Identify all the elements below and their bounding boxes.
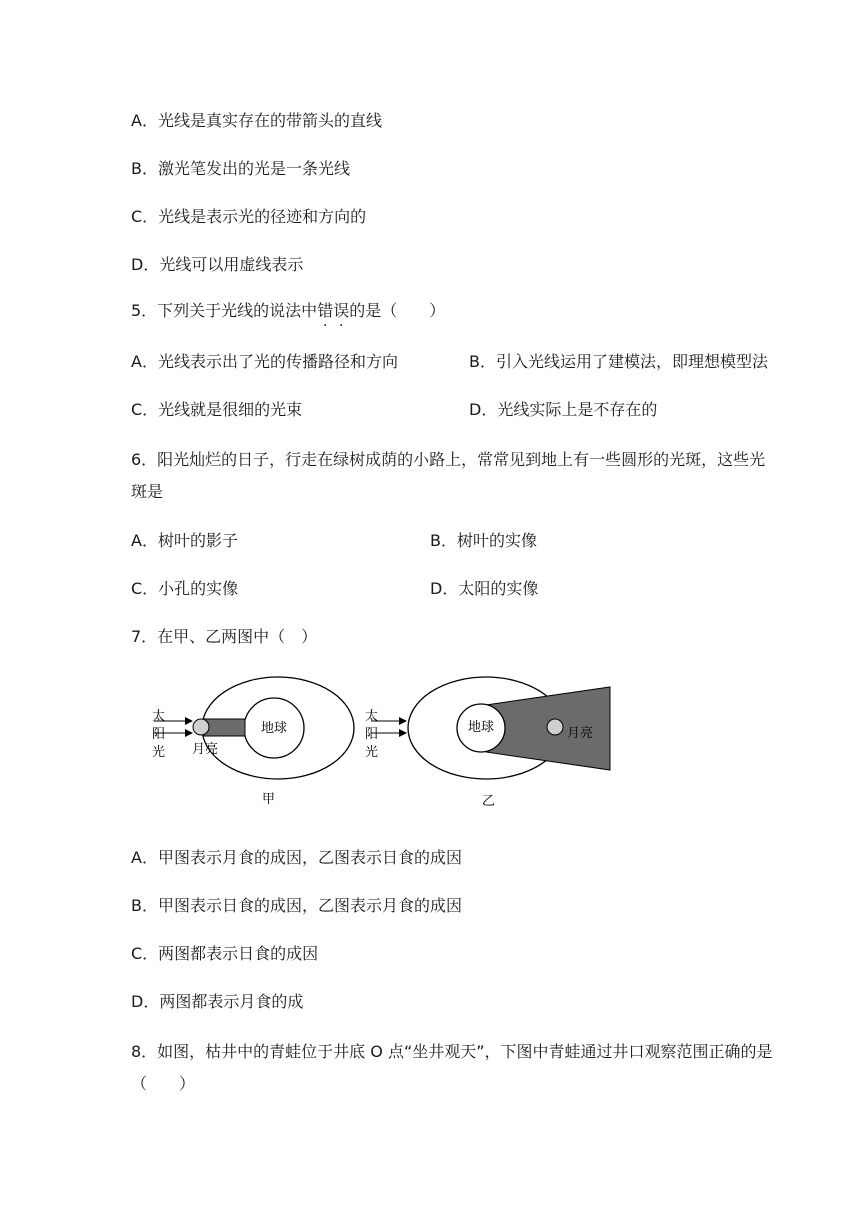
diagram-jia [152,677,354,807]
moon-jia [193,719,209,735]
sun-char-jia-2: 阳 [152,727,166,742]
q6-option-b: B．树叶的实像 [430,531,537,550]
moon-label-jia: 月亮 [192,742,219,757]
q7-option-b: B．甲图表示日食的成因，乙图表示月食的成因 [131,896,462,915]
q5-stem-pre: 5．下列关于光线的说法中 [131,301,318,320]
q6-option-c: C．小孔的实像 [131,579,239,598]
moon-label-yi: 月亮 [567,726,594,741]
diagram-yi [365,677,610,809]
q6-stem-line-1: 6．阳光灿烂的日子，行走在绿树成荫的小路上，常常见到地上有一些圆形的光斑，这些光 [131,450,766,469]
q4-option-a: A．光线是真实存在的带箭头的直线 [131,111,382,130]
q4-option-c: C．光线是表示光的径迹和方向的 [131,207,367,226]
earth-label-jia: 地球 [261,721,288,736]
q5-option-a: A．光线表示出了光的传播路径和方向 [131,352,398,371]
eclipse-figure [148,672,628,817]
q4-option-b: B．激光笔发出的光是一条光线 [131,159,350,178]
q5-option-d: D．光线实际上是不存在的 [469,400,658,419]
q5-option-b: B．引入光线运用了建模法，即理想模型法 [469,352,768,371]
q7-option-c: C．两图都表示日食的成因 [131,944,319,963]
q6-option-d: D．太阳的实像 [430,579,539,598]
q5-emphasis-char-2: 误 [333,301,350,320]
q7-option-a: A．甲图表示月食的成因，乙图表示日食的成因 [131,848,462,867]
q5-stem-post: 的是（ ） [349,301,446,320]
q8-stem-line-1: 8．如图，枯井中的青蛙位于井底 O 点“坐井观天”，下图中青蛙通过井口观察范围正确的是 [131,1042,773,1061]
q7-stem: 7．在甲、乙两图中（ ） [131,627,318,646]
q5-option-c: C．光线就是很细的光束 [131,400,303,419]
sun-char-yi-3: 光 [365,745,379,760]
q8-stem-line-2: （ ） [131,1074,196,1093]
q4-option-d: D．光线可以用虚线表示 [131,255,304,274]
sun-char-yi-1: 太 [365,709,379,724]
caption-yi: 乙 [482,794,496,809]
sun-char-yi-2: 阳 [365,727,379,742]
q7-option-d: D．两图都表示月食的成 [131,992,304,1011]
sun-char-jia-3: 光 [152,745,166,760]
caption-jia: 甲 [262,792,276,807]
q5-stem [131,300,445,322]
q6-stem-line-2: 斑是 [131,482,164,501]
earth-label-yi: 地球 [468,720,495,735]
moon-yi [547,719,563,735]
sun-char-jia-1: 太 [152,709,166,724]
q6-option-a: A．树叶的影子 [131,531,238,550]
q5-emphasis-char-1: 错 [317,301,334,320]
eclipse-diagram [148,672,628,817]
